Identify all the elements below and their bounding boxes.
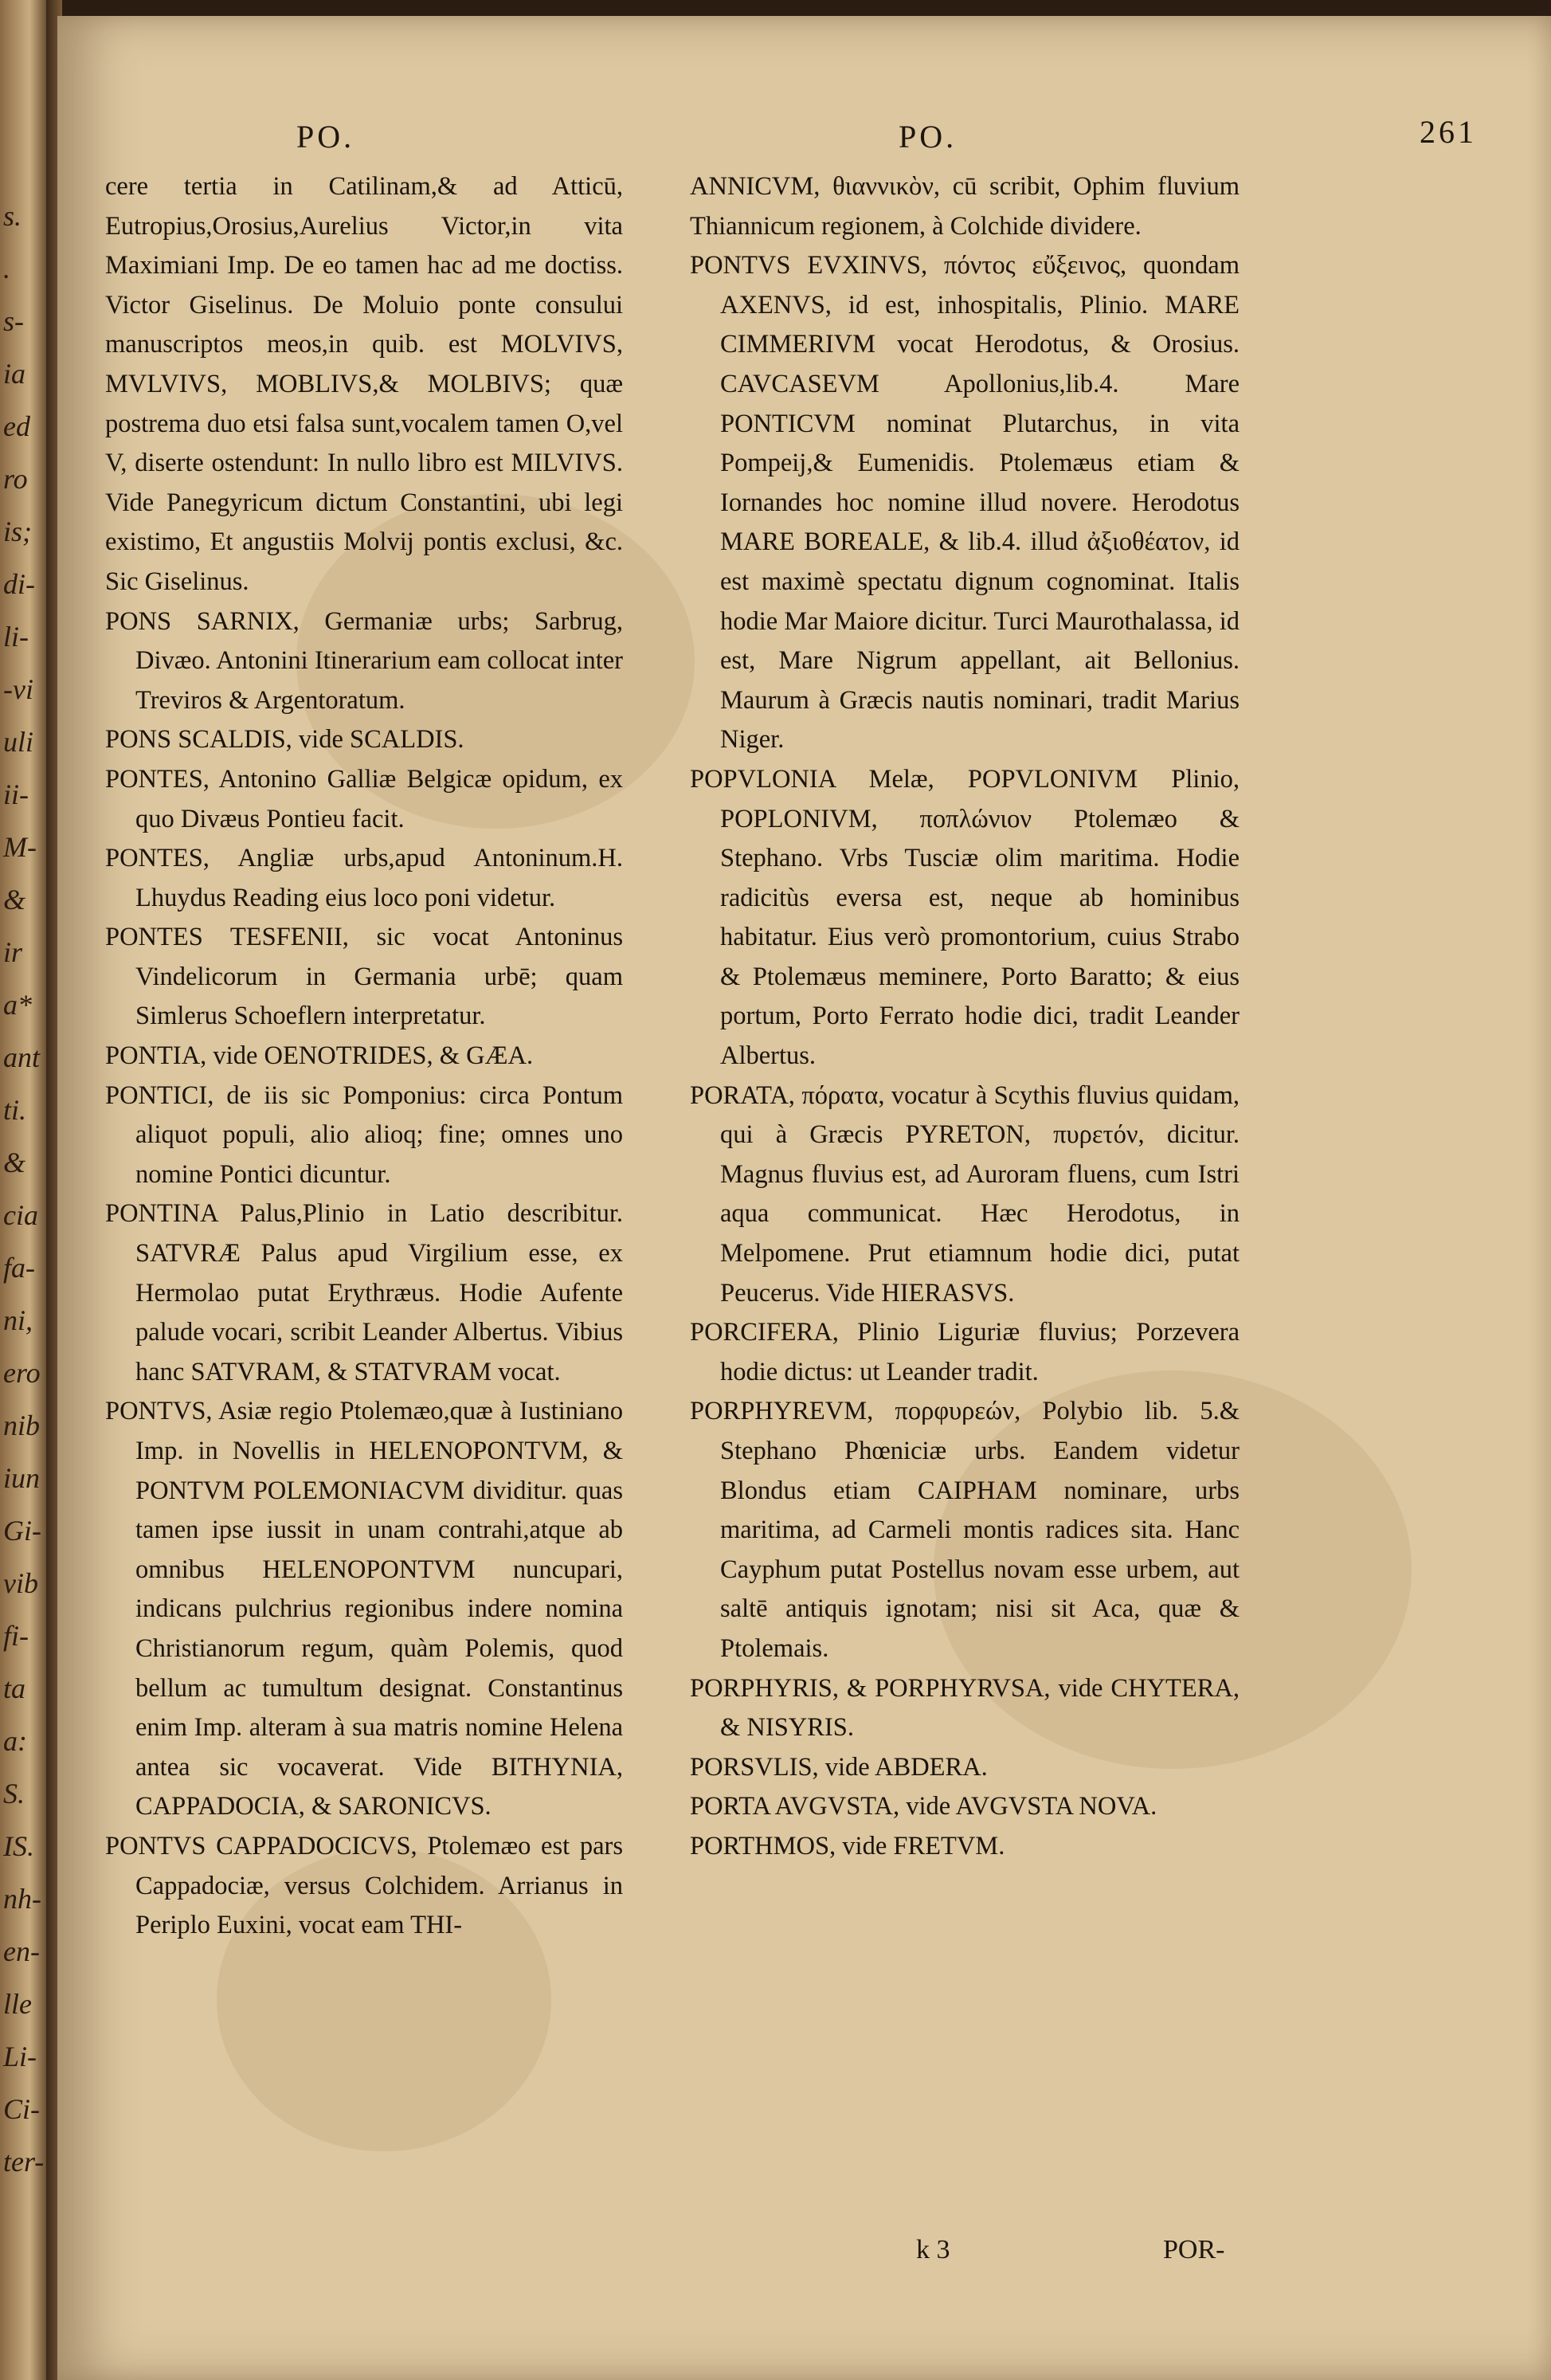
entry-paragraph: POPVLONIA Melæ, POPVLONIVM Plinio, POPLONIVM, ποπλώνιον Ptolemæo & Stephano. Vrbs Tusciæ olim maritima. Hodie radicitùs eversa est, neque ab hominibus habitatur. Eius verò promontorium, cuius Strabo & Ptolemæus meminere, Porto Baratto; & eius portum, Porto Ferrato hodie dici, tradit Leander Albertus. — [690, 764, 1240, 1071]
facing-page-fragment: li- — [3, 621, 29, 653]
facing-page-fragment: ant — [3, 1041, 41, 1073]
facing-page-fragment: Ci- — [3, 2093, 41, 2125]
facing-page-fragment: ero — [3, 1357, 41, 1389]
entry-paragraph: PONTVS CAPPADOCICVS, Ptolemæo est pars Cappadociæ, versus Colchidem. Arrianus in Periplo Euxini, vocat eam THI- — [105, 1831, 623, 1940]
facing-page-fragment: ia — [3, 358, 26, 390]
running-head-center: PO. — [899, 119, 958, 155]
running-head-left: PO. — [296, 119, 355, 155]
facing-page-fragment: ni, — [3, 1304, 33, 1336]
facing-page-fragment: & — [3, 1147, 26, 1178]
entry-paragraph: PONTICI, de iis sic Pomponius: circa Pontum aliquot populi, alio alioq; fine; omnes uno nomine Pontici dicuntur. — [105, 1080, 623, 1189]
facing-page-fragment: M- — [3, 831, 37, 863]
facing-page-fragment: ta — [3, 1672, 26, 1704]
entry-paragraph: ANNICVM, θιαννικὸν, cū scribit, Ophim fluvium Thiannicum regionem, à Colchide dividere. — [690, 172, 1240, 241]
facing-page-fragment: a: — [3, 1725, 27, 1757]
facing-page-fragment: ii- — [3, 778, 29, 810]
entry-paragraph: PORSVLIS, vide ABDERA. — [690, 1752, 988, 1782]
entry-paragraph: PONTVS EVXINVS, πόντος εὔξεινος, quondam AXENVS, id est, inhospitalis, Plinio. MARE CIMMERIVM vocat Herodotus, & Orosius. CAVCASEVM Apollonius,lib.4. Mare PONTICVM nominat Plutarchus, in vita Pompeij,& Eumenidis. Ptolemæus etiam & Iornandes hoc nomine illud novere. Herodotus MARE BOREALE, & lib.4. illud ἀξιοθέατον, id est maximè spectatu dignum cognominat. Italis hodie Mar Maiore dicitur. Turci Maurothalassa, id est, Mare Nigrum appellant, ait Bellonius. Maurum à Græcis nautis nominari, tradit Marius Niger. — [690, 251, 1240, 755]
facing-page-fragment: ro — [3, 463, 28, 495]
right-column — [690, 167, 1240, 1867]
facing-page-fragment: vib — [3, 1567, 38, 1599]
entry-paragraph: PONTES, Antonino Galliæ Belgicæ opidum, ex quo Divæus Pontieu facit. — [105, 764, 623, 833]
page-number: 261 — [1420, 114, 1477, 150]
facing-page-fragment: uli — [3, 726, 34, 758]
facing-page-fragment: en- — [3, 1935, 40, 1967]
entry-paragraph: PORPHYRIS, & PORPHYRVSA, vide CHYTERA, & NISYRIS. — [690, 1673, 1240, 1743]
facing-page-fragment: nh- — [3, 1883, 41, 1915]
facing-page-fragment: Li- — [3, 2041, 37, 2072]
facing-page-fragment: fa- — [3, 1252, 35, 1284]
facing-page-fragment: IS. — [3, 1830, 34, 1862]
entry-paragraph: PONTINA Palus,Plinio in Latio describitur. SATVRÆ Palus apud Virgilium esse, ex Hermolao putat Erythræus. Hodie Aufente palude vocari, scribit Leander Albertus. Vibius hanc SATVRAM, & STATVRAM vocat. — [105, 1199, 623, 1386]
entry-paragraph: PONTVS, Asiæ regio Ptolemæo,quæ à Iustiniano Imp. in Novellis in HELENOPONTVM, & PONTVM POLEMONIACVM dividitur. quas tamen ipse iussit in unam contrahi,atque ab omnibus HELENOPONTVM nuncupari, indicans pulchrius regionibus indere nomina Christianorum regum, quàm Polemis, quod bellum ac tumultum designat. Constantinus enim Imp. alteram à sua matris nomine Helena antea sic vocaverat. Vide BITHYNIA, CAPPADOCIA, & SARONICVS. — [105, 1397, 623, 1821]
facing-page-fragment: s. — [3, 200, 22, 232]
facing-page-fragment: -vi — [3, 673, 33, 705]
entry-paragraph: PORPHYREVM, πορφυρεών, Polybio lib. 5.& Stephano Phœniciæ urbs. Eandem videtur Blondus etiam CAIPHAM nominare, urbs maritima, ad Carmeli montis radices sita. Hanc Cayphum putat Postellus novam esse urbem, aut saltē antiquis ignotam; nisi sit Aca, quæ & Ptolemais. — [690, 1397, 1240, 1663]
facing-page-fragment: nib — [3, 1410, 41, 1441]
facing-page-fragment: a* — [3, 989, 32, 1021]
entry-paragraph: cere tertia in Catilinam,& ad Atticū, Eutropius,Orosius,Aurelius Victor,in vita Maximiani Imp. De eo tamen hac ad me doctiss. Victor Giselinus. De Moluio ponte consului manuscriptos meos,in quib. est MOLVIVS, MVLVIVS, MOBLIVS,& MOLBIVS; quæ postrema duo etsi falsa sunt,vocalem tamen O,vel V, diserte ostendunt: In nullo libro est MILVIVS. Vide Panegyricum dictum Constantini, ubi legi existimo, Et angustiis Molvij pontis exclusi, &c. Sic Giselinus. — [105, 172, 623, 596]
entry-paragraph: PORATA, πόρατα, vocatur à Scythis fluvius quidam, qui à Græcis PYRETON, πυρετόν, dicitur. Magnus fluvius est, ad Auroram fluens, cum Istri aqua communicat. Hæc Herodotus, in Melpomene. Prut etiamnum hodie dici, putat Peucerus. Vide HIERASVS. — [690, 1080, 1240, 1308]
facing-page-edge — [0, 0, 49, 2380]
facing-page-fragment: di- — [3, 568, 35, 600]
facing-page-fragment: ter- — [3, 2146, 45, 2178]
facing-page-fragment: fi- — [3, 1620, 29, 1652]
facing-page-fragment: ed — [3, 410, 30, 442]
left-column — [105, 167, 623, 1946]
facing-page-fragment: . — [3, 253, 10, 284]
facing-page-fragment: lle — [3, 1988, 32, 2020]
entry-paragraph: PONTIA, vide OENOTRIDES, & GÆA. — [105, 1041, 534, 1071]
entry-paragraph: PORTHMOS, vide FRETVM. — [690, 1831, 1005, 1860]
entry-paragraph: PONTES, Angliæ urbs,apud Antoninum.H. Lhuydus Reading eius loco poni videtur. — [105, 844, 623, 912]
entry-paragraph: PORTA AVGVSTA, vide AVGVSTA NOVA. — [690, 1792, 1157, 1821]
entry-paragraph: PONS SCALDIS, vide SCALDIS. — [105, 725, 464, 755]
entry-paragraph: PORCIFERA, Plinio Liguriæ fluvius; Porzevera hodie dictus: ut Leander tradit. — [690, 1318, 1240, 1386]
facing-page-fragment: s- — [3, 305, 24, 337]
entry-paragraph: PONTES TESFENII, sic vocat Antoninus Vindelicorum in Germania urbē; quam Simlerus Schoeflern interpretatur. — [105, 923, 623, 1031]
entry-paragraph: PONS SARNIX, Germaniæ urbs; Sarbrug, Divæo. Antonini Itinerarium eam collocat inter Treviros & Argentoratum. — [105, 606, 623, 715]
facing-page-fragment: ir — [3, 936, 23, 968]
facing-page-fragment: Gi- — [3, 1515, 41, 1547]
signature-mark: k 3 — [916, 2235, 950, 2264]
facing-page-fragment: is; — [3, 516, 32, 547]
facing-page-fragment: S. — [3, 1778, 25, 1810]
facing-page-fragment: & — [3, 884, 26, 916]
catchword: POR- — [1163, 2235, 1225, 2264]
facing-page-fragment: iun — [3, 1462, 41, 1494]
facing-page-fragment: cia — [3, 1199, 38, 1231]
facing-page-fragment: ti. — [3, 1094, 27, 1126]
